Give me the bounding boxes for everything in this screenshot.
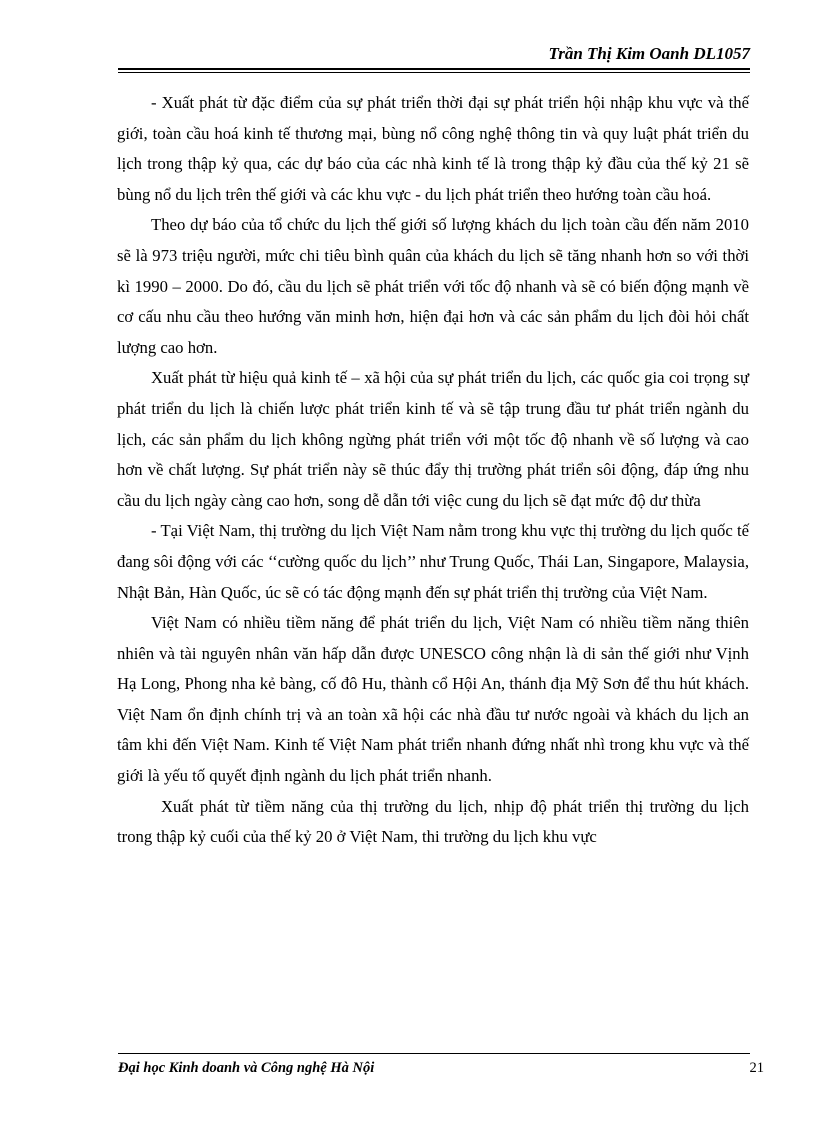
paragraph: Việt Nam có nhiều tiềm năng để phát triển du lịch, Việt Nam có nhiều tiềm năng thiên nhiên và tài nguyên nhân văn hấp dẫn được UNESCO công nhận là di sản thế giới như Vịnh Hạ Long, Phong nha kẻ bàng, cố đô Hu, thành cổ Hội An, thánh địa Mỹ Sơn để thu hút khách. Việt Nam ổn định chính trị và an toàn xã hội các nhà đầu tư nước ngoài và khách du lịch an tâm khi đến Việt Nam. Kinh tế Việt Nam phát triển nhanh đứng nhất nhì trong khu vực và thế giới là yếu tố quyết định ngành du lịch phát triển nhanh. bbox=[117, 613, 749, 786]
header-rule-thick bbox=[118, 68, 750, 70]
footer-institution: Đại học Kinh doanh và Công nghệ Hà Nội bbox=[118, 1060, 375, 1076]
page-body bbox=[117, 88, 749, 853]
page-header-author: Trần Thị Kim Oanh DL1057 bbox=[548, 44, 750, 63]
header-rule-thin bbox=[118, 72, 750, 73]
paragraph: Theo dự báo của tổ chức du lịch thế giới số lượng khách du lịch toàn cầu đến năm 2010 sẽ là 973 triệu người, mức chi tiêu bình quân của khách du lịch sẽ tăng nhanh hơn so với thời kì 1990 – 2000. Do đó, cầu du lịch sẽ phát triển với tốc độ nhanh và sẽ có biến động mạnh về cơ cấu nhu cầu theo hướng văn minh hơn, hiện đại hơn và các sản phẩm du lịch đòi hỏi chất lượng cao hơn. bbox=[117, 215, 749, 357]
page-number: 21 bbox=[749, 1060, 764, 1076]
footer-rule bbox=[118, 1053, 750, 1054]
paragraph: Xuất phát từ tiềm năng của thị trường du lịch, nhịp độ phát triển thị trường du lịch trong thập kỷ cuối của thế kỷ 20 ở Việt Nam, thi trường du lịch khu vực bbox=[117, 796, 749, 847]
paragraph: Xuất phát từ hiệu quả kinh tế – xã hội của sự phát triển du lịch, các quốc gia coi trọng sự phát triển du lịch là chiến lược phát triển kinh tế và sẽ tập trung đầu tư phát triển ngành du lịch, các sản phẩm du lịch không ngừng phát triển với một tốc độ nhanh về số lượng và cao hơn về chất lượng. Sự phát triển này sẽ thúc đẩy thị trường phát triển sôi động, đáp ứng nhu cầu du lịch ngày càng cao hơn, song dễ dẫn tới việc cung du lịch sẽ đạt mức độ dư thừa bbox=[117, 368, 749, 510]
paragraph: - Xuất phát từ đặc điểm của sự phát triển thời đại sự phát triển hội nhập khu vực và thế giới, toàn cầu hoá kinh tế thương mại, bùng nổ công nghệ thông tin và quy luật phát triển du lịch trong thập kỷ qua, các dự báo của các nhà kinh tế là trong thập kỷ đầu của thế kỷ 21 sẽ bùng nổ du lịch trên thế giới và các khu vực - du lịch phát triển theo hướng toàn cầu hoá. bbox=[117, 93, 749, 204]
paragraph: - Tại Việt Nam, thị trường du lịch Việt Nam nằm trong khu vực thị trường du lịch quốc tế đang sôi động với các ‘‘cường quốc du lịch’’ như Trung Quốc, Thái Lan, Singapore, Malaysia, Nhật Bản, Hàn Quốc, úc sẽ có tác động mạnh đến sự phát triển thị trường của Việt Nam. bbox=[117, 521, 749, 602]
